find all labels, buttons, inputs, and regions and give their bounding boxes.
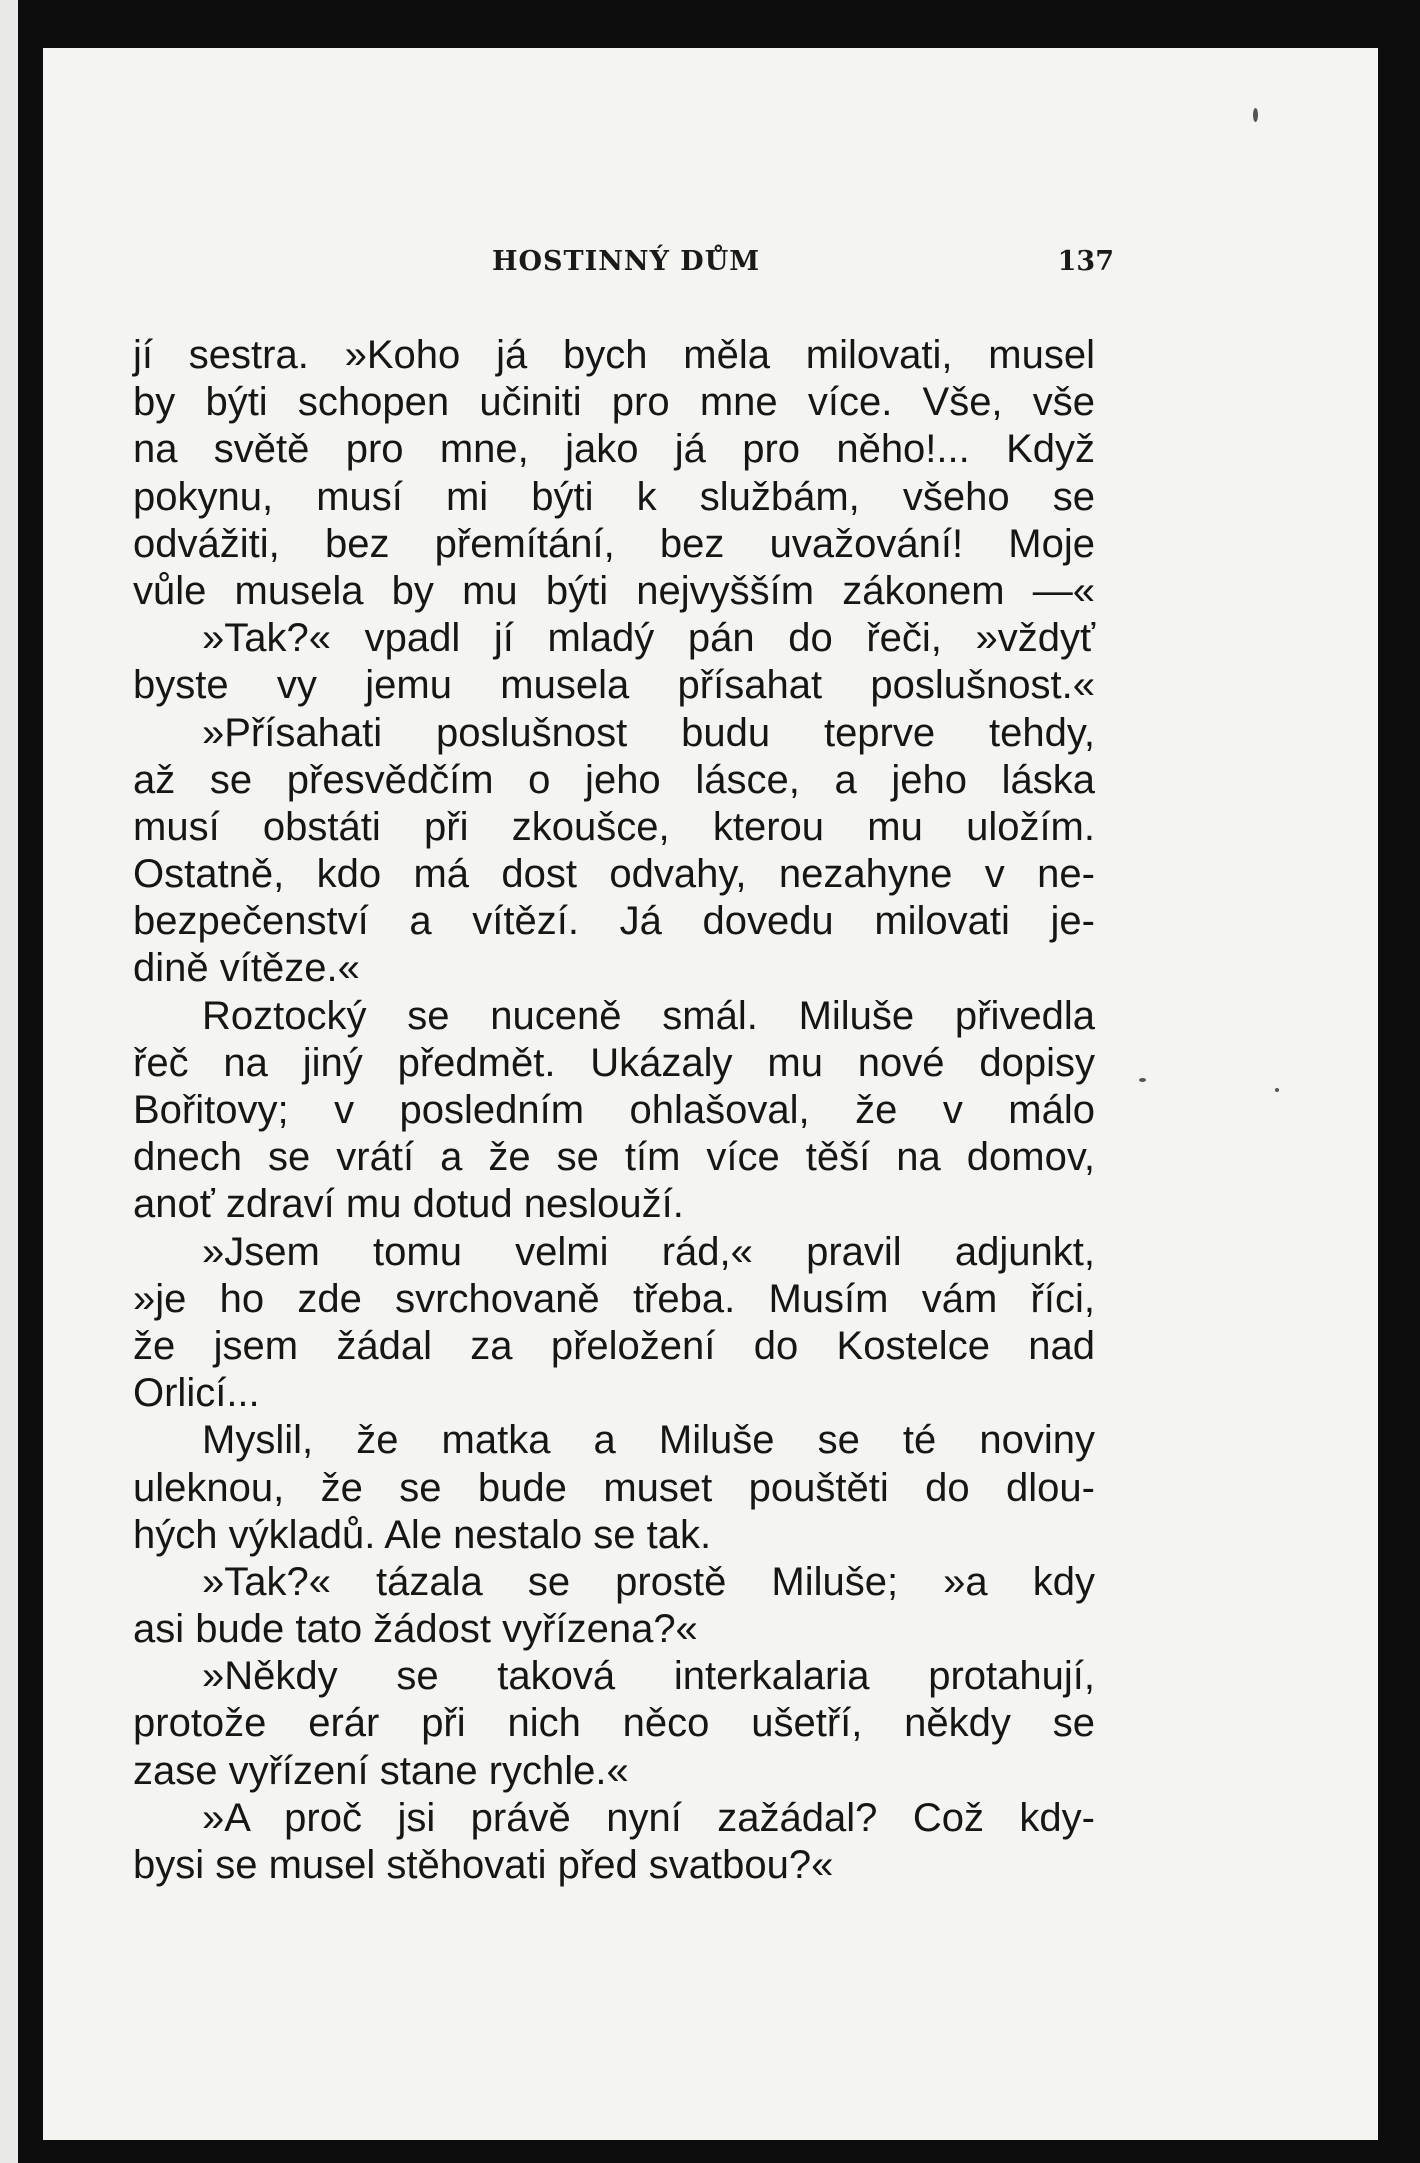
text-line: »Přísahati poslušnost budu teprve tehdy,	[202, 710, 1095, 755]
text-line: »Tak?« tázala se prostě Miluše; »a kdy	[202, 1559, 1095, 1604]
text-line: by býti schopen učiniti pro mne více. Vše, vše	[133, 380, 1095, 425]
adjacent-page-edge	[0, 0, 18, 2163]
text-line: dině vítěze.«	[133, 946, 360, 991]
text-line: Roztocký se nuceně smál. Miluše přivedla	[202, 993, 1095, 1038]
text-line: pokynu, musí mi býti k službám, všeho se	[133, 474, 1095, 519]
text-line: bezpečenství a vítězí. Já dovedu milovati je-	[133, 899, 1095, 944]
text-line: až se přesvědčím o jeho lásce, a jeho láska	[133, 757, 1095, 802]
text-line: protože erár při nich něco ušetří, někdy se	[133, 1701, 1095, 1746]
text-line: »Jsem tomu velmi rád,« pravil adjunkt,	[202, 1229, 1095, 1274]
text-line: zase vyřízení stane rychle.«	[133, 1748, 629, 1793]
body-text	[133, 332, 1095, 1889]
text-line: dnech se vrátí a že se tím více těší na domov,	[133, 1135, 1095, 1180]
text-line: »je ho zde svrchovaně třeba. Musím vám říci,	[133, 1276, 1095, 1321]
text-line: odvážiti, bez přemítání, bez uvažování! Moje	[133, 521, 1095, 566]
text-line: musí obstáti při zkoušce, kterou mu uložím.	[133, 804, 1095, 849]
text-line: jí sestra. »Koho já bych měla milovati, musel	[133, 333, 1095, 377]
text-line: byste vy jemu musela přísahat poslušnost.«	[133, 663, 1095, 708]
text-line: Myslil, že matka a Miluše se té noviny	[202, 1418, 1095, 1463]
text-line: »Tak?« vpadl jí mladý pán do řeči, »vždyť	[202, 616, 1095, 661]
text-line: Orlicí...	[133, 1371, 260, 1416]
text-line: bysi se musel stěhovati před svatbou?«	[133, 1843, 834, 1887]
running-title: HOSTINNÝ DŮM	[492, 246, 761, 277]
running-header	[492, 246, 1114, 286]
text-line: »A proč jsi právě nyní zažádal? Což kdy-	[202, 1795, 1095, 1840]
text-line: uleknou, že se bude muset pouštěti do dlou-	[133, 1465, 1095, 1510]
text-line: že jsem žádal za přeložení do Kostelce nad	[133, 1323, 1095, 1368]
text-line: řeč na jiný předmět. Ukázaly mu nové dopisy	[133, 1040, 1095, 1085]
text-line: vůle musela by mu býti nejvyšším zákonem —«	[133, 568, 1095, 613]
text-line: na světě pro mne, jako já pro něho!... Když	[133, 427, 1095, 472]
text-line: »Někdy se taková interkalaria protahují,	[202, 1654, 1095, 1699]
paper-speck	[1275, 1088, 1279, 1092]
text-line: Ostatně, kdo má dost odvahy, nezahyne v ne-	[133, 852, 1095, 897]
paper-speck	[1139, 1078, 1146, 1082]
text-line: Bořitovy; v posledním ohlašoval, že v málo	[133, 1088, 1095, 1132]
text-line: anoť zdraví mu dotud neslouží.	[133, 1182, 684, 1227]
page-number: 137	[1057, 246, 1114, 277]
text-line: asi bude tato žádost vyřízena?«	[133, 1607, 698, 1652]
paper-speck	[1253, 108, 1258, 122]
text-line: hých výkladů. Ale nestalo se tak.	[133, 1512, 712, 1557]
